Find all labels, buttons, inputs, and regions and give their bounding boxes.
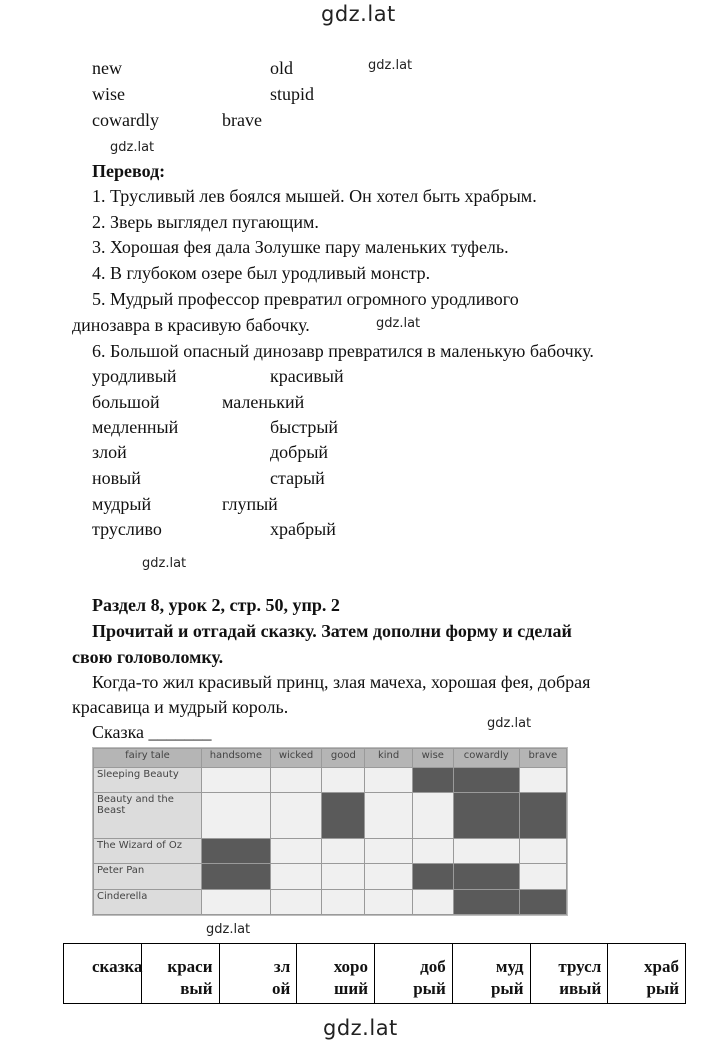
sentence-5-cont: динозавра в красивую бабочку. <box>72 315 310 335</box>
answer-cell-line-1: краси <box>167 957 213 976</box>
word-stupid-ru: глупый <box>222 494 278 514</box>
sentence-6: 6. Большой опасный динозавр превратился в маленькую бабочку. <box>92 341 594 361</box>
sentence-5: 5. Мудрый профессор превратил огромного уродливого <box>92 289 519 309</box>
word-new: new <box>92 58 122 78</box>
watermark: gdz.lat <box>368 58 413 73</box>
puzzle-cell-empty <box>270 889 321 914</box>
puzzle-header: fairy tale <box>94 749 202 768</box>
puzzle-cell-filled <box>519 793 566 838</box>
puzzle-row <box>94 793 567 838</box>
puzzle-cell-empty <box>322 768 365 793</box>
puzzle-cell-filled <box>453 864 519 889</box>
sentence-4: 4. В глубоком озере был уродливый монстр. <box>92 263 431 283</box>
word-wise: wise <box>92 84 125 104</box>
puzzle-cell-filled <box>453 889 519 914</box>
puzzle-cell-empty <box>201 768 270 793</box>
puzzle-tale-name: Sleeping Beauty <box>94 768 202 793</box>
puzzle-cell-empty <box>365 768 412 793</box>
word-slow: медленный <box>92 417 179 437</box>
puzzle-cell-filled <box>201 864 270 889</box>
watermark: gdz.lat <box>376 316 421 331</box>
watermark: gdz.lat <box>206 922 251 937</box>
answer-table <box>63 943 686 1004</box>
sentence-2: 2. Зверь выглядел пугающим. <box>92 212 319 232</box>
word-small: маленький <box>222 392 305 412</box>
puzzle-tale-name: The Wizard of Oz <box>94 838 202 863</box>
puzzle-cell-empty <box>412 889 453 914</box>
paragraph-line-2: красавица и мудрый король. <box>72 697 289 717</box>
puzzle-cell-empty <box>519 768 566 793</box>
puzzle-cell-filled <box>412 864 453 889</box>
puzzle-cell-filled <box>453 768 519 793</box>
answer-cell-line-2: рый <box>646 979 679 998</box>
answer-cell <box>64 944 142 1004</box>
answer-row <box>64 944 686 1004</box>
answer-cell <box>608 944 686 1004</box>
puzzle-cell-filled <box>453 793 519 838</box>
puzzle-row <box>94 864 567 889</box>
puzzle-row <box>94 889 567 914</box>
section-heading: Раздел 8, урок 2, стр. 50, упр. 2 <box>92 595 340 615</box>
answer-cell-line-2: рый <box>413 979 446 998</box>
answer-cell-line-1: сказка <box>92 957 143 976</box>
puzzle-header: brave <box>519 749 566 768</box>
puzzle-cell-filled <box>201 838 270 863</box>
word-cowardly-ru: трусливо <box>92 519 162 539</box>
puzzle-header: wise <box>412 749 453 768</box>
sentence-1: 1. Трусливый лев боялся мышей. Он хотел быть храбрым. <box>92 186 537 206</box>
answer-cell-line-1: зл <box>273 957 291 976</box>
puzzle-cell-empty <box>519 864 566 889</box>
puzzle-cell-empty <box>270 793 321 838</box>
word-ugly: уродливый <box>92 366 177 386</box>
answer-cell <box>530 944 608 1004</box>
answer-cell-line-2: ивый <box>559 979 602 998</box>
puzzle-cell-empty <box>365 793 412 838</box>
word-fast: быстрый <box>270 417 339 437</box>
answer-cell-line-1: доб <box>420 957 446 976</box>
watermark: gdz.lat <box>487 716 532 731</box>
puzzle-cell-empty <box>365 864 412 889</box>
puzzle-cell-empty <box>365 838 412 863</box>
puzzle-cell-empty <box>201 793 270 838</box>
task-line-1: Прочитай и отгадай сказку. Затем дополни форму и сделай <box>92 621 572 641</box>
puzzle-header: good <box>322 749 365 768</box>
puzzle-cell-empty <box>270 838 321 863</box>
puzzle-header: wicked <box>270 749 321 768</box>
answer-cell <box>219 944 297 1004</box>
word-big: большой <box>92 392 160 412</box>
answer-cell-line-2: вый <box>180 979 213 998</box>
answer-cell <box>297 944 375 1004</box>
answer-cell-line-2: ой <box>271 979 291 998</box>
answer-cell <box>452 944 530 1004</box>
puzzle-cell-filled <box>412 768 453 793</box>
puzzle-tale-name: Peter Pan <box>94 864 202 889</box>
puzzle-cell-empty <box>412 838 453 863</box>
fairy-tale-label: Сказка _______ <box>92 722 212 742</box>
word-old: old <box>270 58 294 78</box>
puzzle-cell-filled <box>519 889 566 914</box>
sentence-3: 3. Хорошая фея дала Золушке пару маленьких туфель. <box>92 237 509 257</box>
word-kind: добрый <box>270 442 329 462</box>
watermark-bottom: gdz.lat <box>323 1016 398 1040</box>
puzzle-cell-empty <box>270 768 321 793</box>
answer-cell <box>375 944 453 1004</box>
word-new-ru: новый <box>92 468 141 488</box>
task-line-2: свою головоломку. <box>72 647 224 667</box>
puzzle-cell-empty <box>519 838 566 863</box>
puzzle-tale-name: Cinderella <box>94 889 202 914</box>
word-cowardly: cowardly <box>92 110 159 130</box>
puzzle-cell-empty <box>412 793 453 838</box>
puzzle-row <box>94 768 567 793</box>
paragraph-line-1: Когда-то жил красивый принц, злая мачеха, хорошая фея, добрая <box>92 672 591 692</box>
translation-heading: Перевод: <box>92 161 166 181</box>
word-wise-ru: мудрый <box>92 494 152 514</box>
puzzle-cell-empty <box>322 838 365 863</box>
word-brave: brave <box>222 110 262 130</box>
word-stupid: stupid <box>270 84 315 104</box>
answer-cell-line-1: хоро <box>333 957 368 976</box>
watermark: gdz.lat <box>142 556 187 571</box>
puzzle-cell-empty <box>270 864 321 889</box>
word-old-ru: старый <box>270 468 325 488</box>
answer-cell-line-2: ший <box>334 979 368 998</box>
puzzle-header: cowardly <box>453 749 519 768</box>
puzzle-header: handsome <box>201 749 270 768</box>
answer-cell-line-2: рый <box>490 979 524 998</box>
answer-cell-line-1: муд <box>495 957 524 976</box>
puzzle-cell-empty <box>453 838 519 863</box>
answer-cell <box>141 944 219 1004</box>
answer-cell-line-1: трусл <box>558 957 602 976</box>
puzzle-cell-empty <box>365 889 412 914</box>
word-beautiful: красивый <box>270 366 344 386</box>
watermark-top: gdz.lat <box>321 2 396 26</box>
puzzle-row <box>94 838 567 863</box>
puzzle-cell-empty <box>322 889 365 914</box>
puzzle-cell-empty <box>322 864 365 889</box>
puzzle-header: kind <box>365 749 412 768</box>
puzzle-cell-filled <box>322 793 365 838</box>
answer-cell-line-1: храб <box>644 957 679 976</box>
puzzle-cell-empty <box>201 889 270 914</box>
puzzle-tale-name: Beauty and the Beast <box>94 793 202 838</box>
word-brave-ru: храбрый <box>270 519 336 539</box>
watermark: gdz.lat <box>110 140 155 155</box>
word-evil: злой <box>92 442 127 462</box>
fairy-tale-puzzle-image <box>92 747 568 916</box>
